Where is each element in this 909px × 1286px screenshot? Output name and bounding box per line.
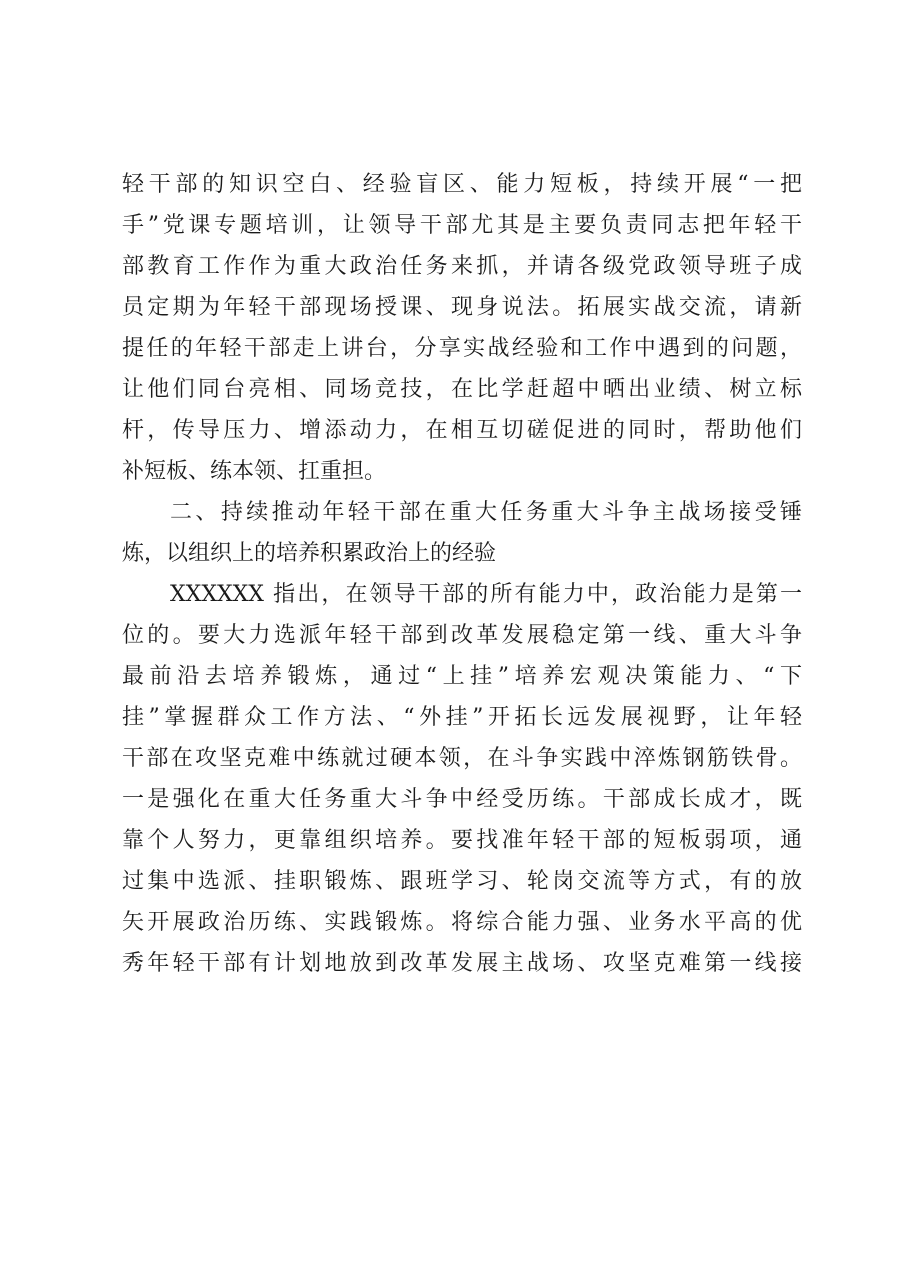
section-heading-line: 二、持续推动年轻干部在重大任务重大斗争主战场接受锤	[170, 500, 802, 525]
paragraph-2-line: 干部在攻坚克难中练就过硬本领，在斗争实践中淬炼钢筋铁骨。	[122, 746, 802, 771]
paragraph-2-line: XXXXXX 指出，在领导干部的所有能力中，政治能力是第一	[170, 582, 802, 607]
paragraph-2-line: 最前沿去培养锻炼，通过“上挂”培养宏观决策能力、“下	[122, 664, 802, 689]
paragraph-2-line: 位的。要大力选派年轻干部到改革发展稳定第一线、重大斗争	[122, 623, 802, 648]
paragraph-1-line: 让他们同台亮相、同场竞技，在比学赶超中晒出业绩、树立标	[122, 377, 802, 402]
paragraph-2-line: 一是强化在重大任务重大斗争中经受历练。干部成长成才，既	[122, 787, 802, 812]
paragraph-1-line: 提任的年轻干部走上讲台，分享实战经验和工作中遇到的问题，	[122, 336, 802, 361]
paragraph-1-line: 部教育工作作为重大政治任务来抓，并请各级党政领导班子成	[122, 254, 802, 279]
paragraph-1-line: 手”党课专题培训，让领导干部尤其是主要负责同志把年轻干	[122, 213, 802, 238]
paragraph-2-line: 秀年轻干部有计划地放到改革发展主战场、攻坚克难第一线接	[122, 951, 802, 976]
paragraph-1-line: 补短板、练本领、扛重担。	[122, 459, 387, 484]
paragraph-2-line: 挂”掌握群众工作方法、“外挂”开拓长远发展视野，让年轻	[122, 705, 802, 730]
paragraph-1-line: 轻干部的知识空白、经验盲区、能力短板，持续开展“一把	[122, 172, 802, 197]
paragraph-2-line: 靠个人努力，更靠组织培养。要找准年轻干部的短板弱项，通	[122, 828, 802, 853]
section-heading-line: 炼，以组织上的培养积累政治上的经验	[122, 541, 497, 566]
paragraph-1-line: 杆，传导压力、增添动力，在相互切磋促进的同时，帮助他们	[122, 418, 802, 443]
paragraph-2-line: 过集中选派、挂职锻炼、跟班学习、轮岗交流等方式，有的放	[122, 869, 802, 894]
paragraph-1-line: 员定期为年轻干部现场授课、现身说法。拓展实战交流，请新	[122, 295, 802, 320]
paragraph-2-line: 矢开展政治历练、实践锻炼。将综合能力强、业务水平高的优	[122, 910, 802, 935]
